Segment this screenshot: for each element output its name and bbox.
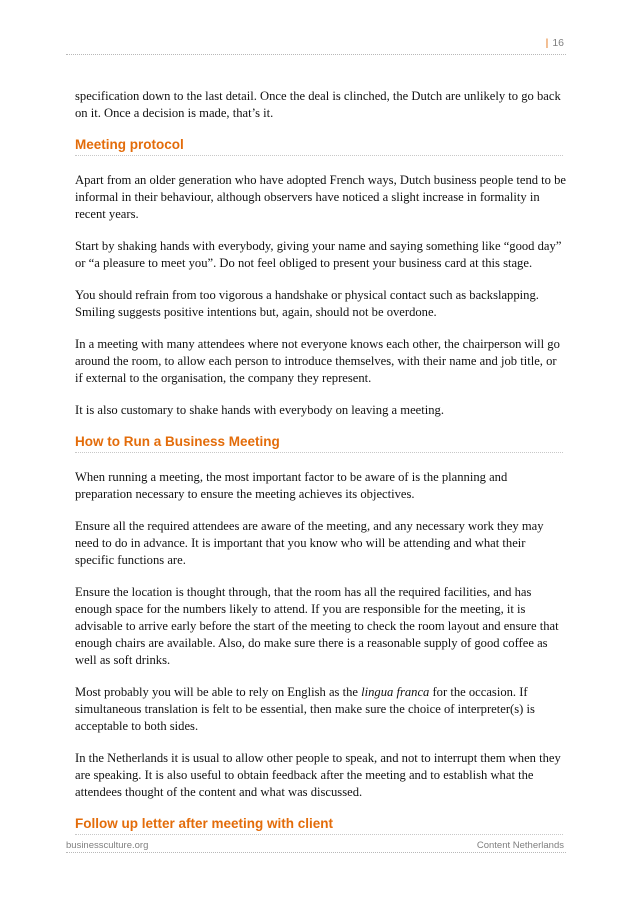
page-content xyxy=(75,88,566,835)
paragraph: Start by shaking hands with everybody, giving your name and saying something like “good day” or “a pleasure to meet you”. Do not feel obliged to present your business card at this stage. xyxy=(75,239,562,270)
page-number-value: 16 xyxy=(552,37,564,49)
lingua-franca-term: lingua franca xyxy=(361,685,430,699)
paragraph: Apart from an older generation who have adopted French ways, Dutch business people tend to be informal in their behaviour, although observers have noticed a slight increase in formality in recent years. xyxy=(75,173,567,221)
header-divider xyxy=(66,54,566,55)
paragraph: It is also customary to shake hands with everybody on leaving a meeting. xyxy=(75,403,444,417)
footer-divider xyxy=(66,852,566,853)
intro-paragraph: specification down to the last detail. Once the deal is clinched, the Dutch are unlikely to go back on it. Once a decision is made, that’s it. xyxy=(75,89,561,120)
page-number xyxy=(546,37,564,49)
paragraph: Ensure all the required attendees are aware of the meeting, and any necessary work they may need to do in advance. It is important that you know who will be attending and what their specific functions are. xyxy=(75,519,544,567)
section-heading-follow-up-letter: Follow up letter after meeting with client xyxy=(75,816,563,835)
lingua-after: for the occasion. If simultaneous translation is felt to be essential, then make sure the choice of interpreter(s) is acceptable to both sides. xyxy=(75,685,535,733)
section-heading-run-business-meeting: How to Run a Business Meeting xyxy=(75,434,563,453)
paragraph: When running a meeting, the most important factor to be aware of is the planning and preparation necessary to ensure the meeting achieves its objectives. xyxy=(75,470,508,501)
paragraph: You should refrain from too vigorous a handshake or physical contact such as backslapping. Smiling suggests positive intentions but, again, should not be overdone. xyxy=(75,288,539,319)
paragraph: In the Netherlands it is usual to allow other people to speak, and not to interrupt them when they are speaking. It is also useful to obtain feedback after the meeting and to establish what the attendees thought of the content and what was discussed. xyxy=(75,751,561,799)
section-heading-meeting-protocol: Meeting protocol xyxy=(75,137,563,156)
page-number-bar: | xyxy=(545,37,549,49)
lingua-franca-paragraph xyxy=(75,684,566,735)
paragraph: In a meeting with many attendees where not everyone knows each other, the chairperson will go around the room, to allow each person to introduce themselves, with their name and job title, or if external to the organisation, the company they represent. xyxy=(75,337,560,385)
lingua-before: Most probably you will be able to rely on English as the xyxy=(75,685,362,699)
footer-site: businessculture.org xyxy=(66,840,149,851)
footer-section-label: Content Netherlands xyxy=(476,840,564,851)
paragraph: Ensure the location is thought through, that the room has all the required facilities, and has enough space for the numbers likely to attend. If you are responsible for the meeting, it is advisable to arrive early before the start of the meeting to check the room layout and ensure that enough chairs are available. Also, do make sure there is a reasonable supply of good coffee as well as soft drinks. xyxy=(75,585,559,667)
